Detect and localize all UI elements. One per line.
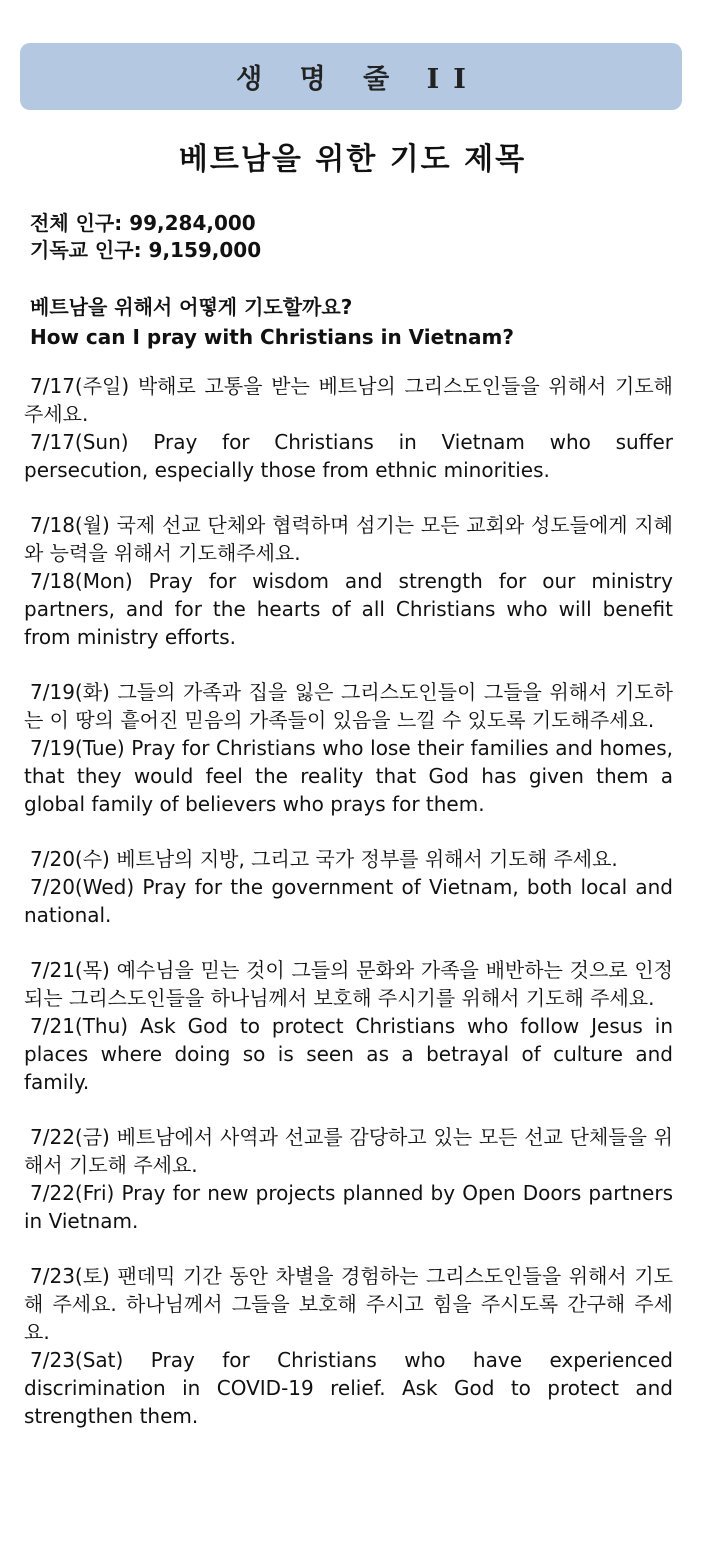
day-korean: 7/23(토) 팬데믹 기간 동안 차별을 경험하는 그리스도인들을 위해서 기도해 주세요. 하나님께서 그들을 보호해 주시고 힘을 주시도록 간구해 주세요. [24, 1264, 673, 1344]
day-item-0721 [24, 956, 673, 1096]
day-english: 7/23(Sat) Pray for Christians who have experienced discrimination in COVID-19 relief. Ask God to protect and strengthen them. [24, 1348, 673, 1428]
day-english: 7/22(Fri) Pray for new projects planned by Open Doors partners in Vietnam. [24, 1181, 673, 1233]
question-english: How can I pray with Christians in Vietnam? [30, 325, 514, 349]
prayer-question [30, 292, 514, 352]
population-stats [30, 210, 261, 264]
day-item-0718 [24, 511, 673, 651]
daily-prayer-list [24, 372, 673, 1457]
day-english: 7/19(Tue) Pray for Christians who lose their families and homes, that they would feel the reality that God has given them a global family of believers who prays for them. [24, 736, 673, 816]
day-item-0722 [24, 1123, 673, 1235]
day-korean: 7/20(수) 베트남의 지방, 그리고 국가 정부를 위해서 기도해 주세요. [30, 847, 618, 871]
day-english: 7/20(Wed) Pray for the government of Vietnam, both local and national. [24, 875, 673, 927]
day-item-0719 [24, 678, 673, 818]
total-population: 전체 인구: 99,284,000 [30, 211, 256, 235]
day-english: 7/21(Thu) Ask God to protect Christians who follow Jesus in places where doing so is seen as a betrayal of culture and family. [24, 1014, 673, 1094]
day-english: 7/18(Mon) Pray for wisdom and strength for our ministry partners, and for the hearts of all Christians who will benefit from ministry efforts. [24, 569, 673, 649]
day-korean: 7/22(금) 베트남에서 사역과 선교를 감당하고 있는 모든 선교 단체들을 위해서 기도해 주세요. [24, 1125, 673, 1177]
page-title: 베트남을 위한 기도 제목 [178, 142, 527, 177]
day-korean: 7/18(월) 국제 선교 단체와 협력하며 섬기는 모든 교회와 성도들에게 지혜와 능력을 위해서 기도해주세요. [24, 513, 673, 565]
day-item-0717 [24, 372, 673, 484]
day-korean: 7/21(목) 예수님을 믿는 것이 그들의 문화와 가족을 배반하는 것으로 인정되는 그리스도인들을 하나님께서 보호해 주시기를 위해서 기도해 주세요. [24, 958, 673, 1010]
day-item-0723 [24, 1262, 673, 1430]
question-korean: 베트남을 위해서 어떻게 기도할까요? [30, 295, 353, 319]
christian-population: 기독교 인구: 9,159,000 [30, 238, 262, 262]
day-item-0720 [24, 845, 673, 929]
day-korean: 7/19(화) 그들의 가족과 집을 잃은 그리스도인들이 그들을 위해서 기도하는 이 땅의 흩어진 믿음의 가족들이 있음을 느낄 수 있도록 기도해주세요. [24, 680, 673, 732]
header-banner [20, 43, 682, 110]
day-english: 7/17(Sun) Pray for Christians in Vietnam who suffer persecution, especially those from ethnic minorities. [24, 430, 673, 482]
banner-title: 생 명 줄 II [236, 64, 480, 95]
day-korean: 7/17(주일) 박해로 고통을 받는 베트남의 그리스도인들을 위해서 기도해주세요. [24, 374, 673, 426]
